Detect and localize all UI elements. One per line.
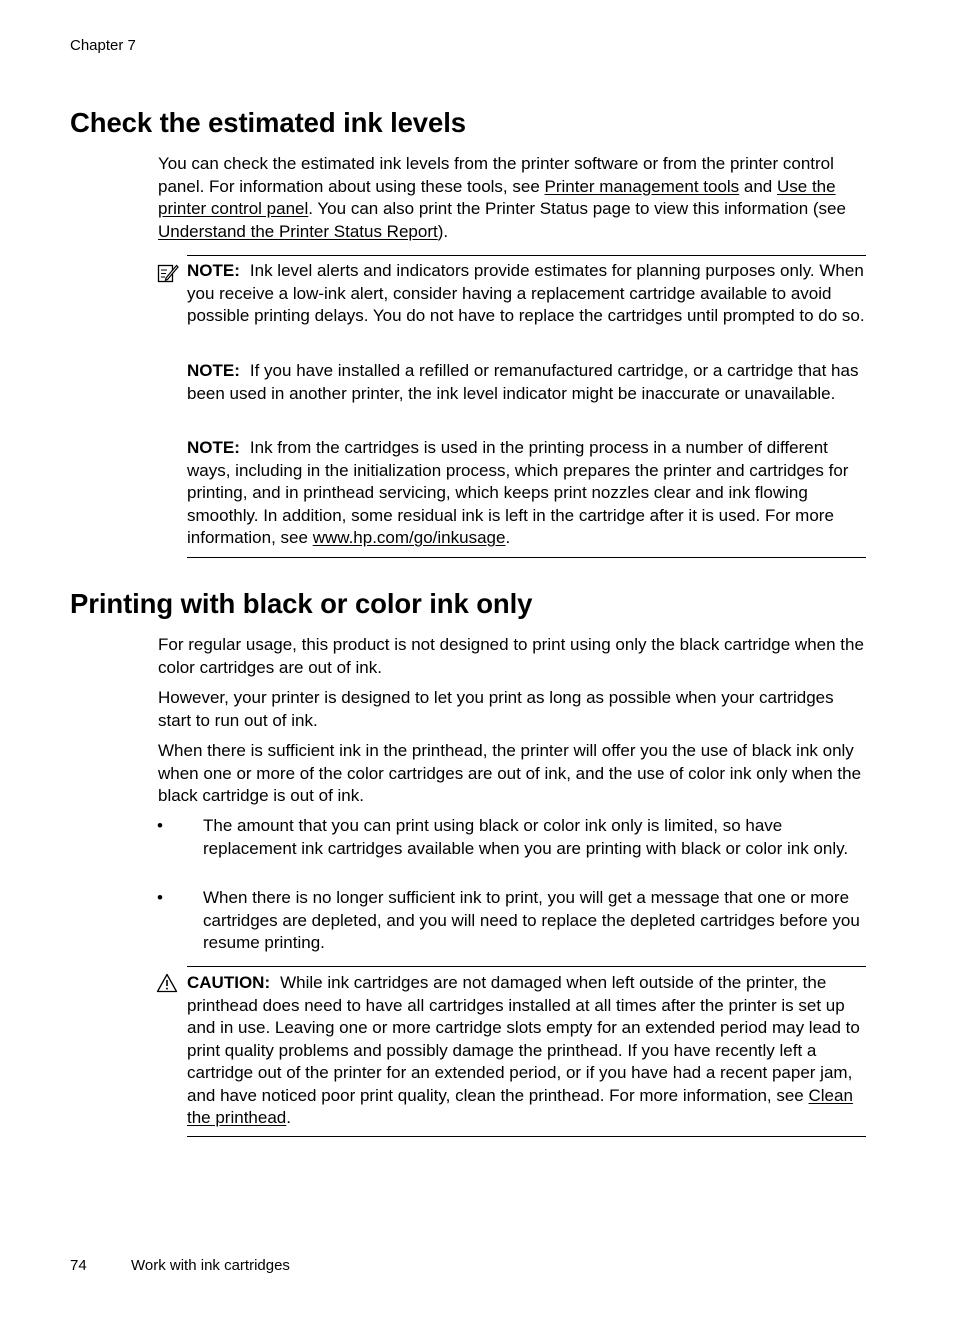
note-1-text: Ink level alerts and indicators provide estimates for planning purposes only. When you receive a low-ink alert, consider having a replacement cartridge available to avoid possible printing delays. You do not have to replace the cartridges until prompted to do so. [187,261,865,325]
chapter-header: Chapter 7 [70,37,136,54]
paragraph-3: When there is sufficient ink in the printhead, the printer will offer you the use of black ink only when one or more of the color cartridges are out of ink, and the use of color ink only when the black cartridge is out of ink. [158,741,862,805]
page-number: 74 [70,1257,87,1274]
warning-triangle-icon [156,973,178,993]
note-3 [187,437,867,550]
note-label: NOTE: [187,438,240,457]
intro-text-4: ). [437,221,449,241]
note-bottom-rule [187,557,866,558]
note-3-end: . [505,528,511,547]
paragraph-1: For regular usage, this product is not designed to print using only the black cartridge when the color cartridges are out of ink. [158,635,864,677]
caution-end: . [286,1108,291,1127]
intro-text-1: You can check the estimated ink levels from the printer software or from the printer control panel. For information about using these tools, see [158,154,834,196]
note-3-text: Ink from the cartridges is used in the printing process in a number of different ways, including in the initialization process, which prepares the printer and cartridges for printing, and in printhead servicing, which keeps print nozzles clear and ink flowing smoothly. In addition, some residual ink is left in the cartridge after it is used. For more information, see [187,438,849,547]
section-title-black-color-only: Printing with black or color ink only [70,588,533,619]
footer-section-title: Work with ink cartridges [131,1257,290,1274]
bullet-item-1: The amount that you can print using black or color ink only is limited, so have replacement ink cartridges available when you are printing with black or color ink only. [203,816,849,858]
intro-text-2: and [739,176,777,196]
section-title-ink-levels: Check the estimated ink levels [70,107,466,138]
caution-text: While ink cartridges are not damaged when left outside of the printer, the printhead does need to have all cartridges installed at all times after the printer is set up and in use. Leaving one or more cartridge slots empty for an extended period may lead to print quality problems and possibly damage the printhead. If you have recently left a cartridge out of the printer for an extended period, or if you have had a recent paper jam, and have noticed poor print quality, clean the printhead. For more information, see [187,973,860,1105]
note-2-text: If you have installed a refilled or remanufactured cartridge, or a cartridge that has been used in another printer, the ink level indicator might be inaccurate or unavailable. [187,361,859,403]
caution-bottom-rule [187,1136,866,1137]
caution-top-rule [187,966,866,967]
intro-paragraph [158,153,868,243]
paragraph-2: However, your printer is designed to let you print as long as possible when your cartridges start to run out of ink. [158,688,834,730]
link-printer-status-report[interactable]: Understand the Printer Status Report [158,221,438,241]
caution-label: CAUTION: [187,973,271,992]
bullet-item-2: When there is no longer sufficient ink to print, you will get a message that one or more cartridges are depleted, and you will need to replace the depleted cartridges before you resume printing. [203,888,860,952]
bullet-marker: • [157,888,163,907]
intro-text-3: . You can also print the Printer Status page to view this information (see [308,199,846,218]
bullet-marker: • [157,816,163,835]
note-label: NOTE: [187,261,240,280]
link-printer-management-tools[interactable]: Printer management tools [544,176,740,196]
link-inkusage[interactable]: www.hp.com/go/inkusage [312,528,506,547]
note-top-rule [187,255,866,256]
link-use-printer-control-panel[interactable]: Use the printer control panel [158,176,836,218]
note-2 [187,360,867,405]
note-1 [187,260,867,328]
link-clean-printhead[interactable]: Clean the printhead [187,1085,853,1127]
caution-block [187,972,867,1130]
note-label: NOTE: [187,361,240,380]
note-pencil-icon [157,262,179,284]
